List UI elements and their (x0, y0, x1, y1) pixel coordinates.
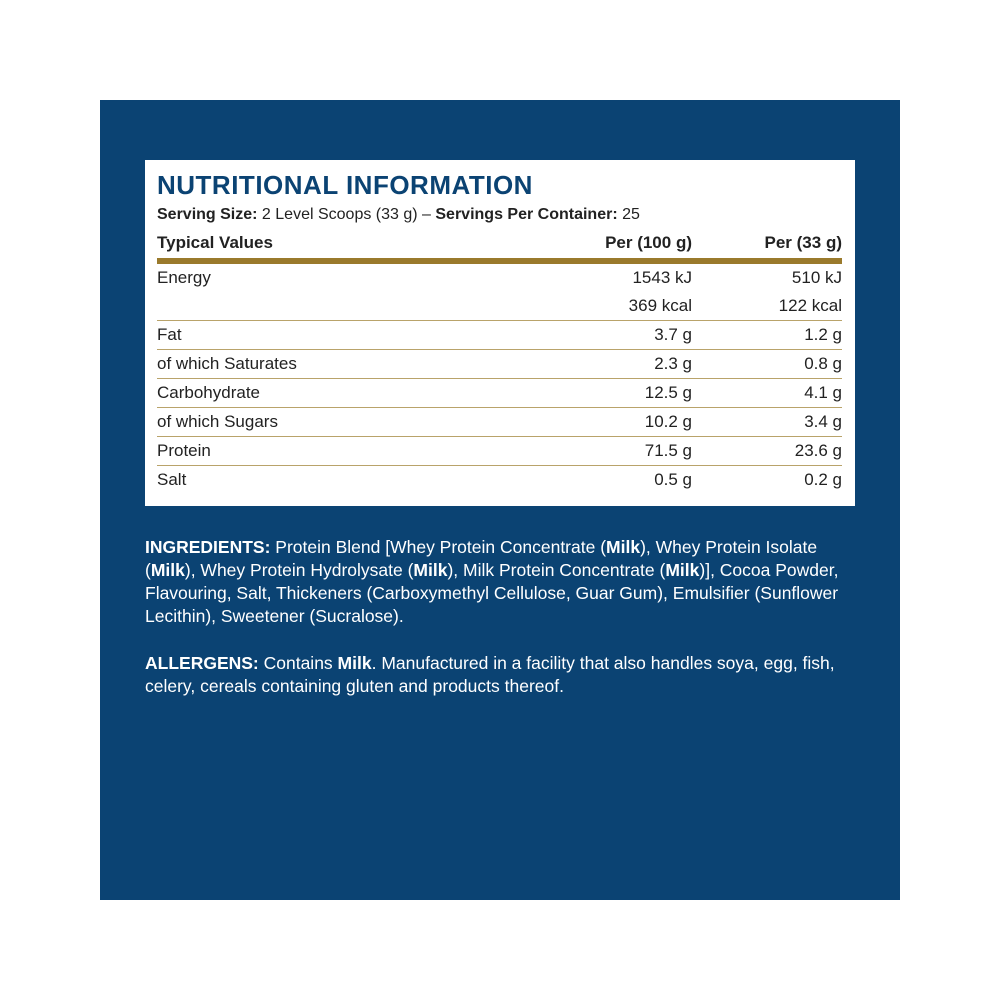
header-typical-values: Typical Values (157, 228, 517, 261)
row-per-serving: 0.2 g (804, 470, 842, 489)
row-per-100g: 2.3 g (517, 350, 692, 379)
row-per-serving: 4.1 g (692, 379, 842, 408)
allergens-label: ALLERGENS: (145, 653, 259, 673)
row-per-serving: 0.8 g (692, 350, 842, 379)
nutrition-card (145, 160, 855, 506)
row-per-serving: 510 kJ (791, 268, 842, 287)
row-per-100g: 369 kcal (517, 292, 692, 321)
table-row (157, 437, 842, 466)
row-label: of which Sugars (157, 408, 517, 437)
row-label: Energy (157, 268, 211, 287)
allergens-part: Contains (258, 653, 338, 673)
ingredients-part: ), Whey Protein Isolate ( (145, 537, 818, 580)
allergen-milk: Milk (413, 560, 448, 580)
table-row (157, 292, 842, 321)
row-per-100g: 71.5 g (517, 437, 692, 466)
ingredients-label: INGREDIENTS: (145, 537, 271, 557)
nutrition-table (157, 228, 842, 494)
header-per-serving: Per (33 g) (692, 228, 842, 261)
ingredients-part: )], Cocoa Powder, Flavouring, Salt, Thickeners (Carboxymethyl Cellulose, Guar Gum), Emulsifier (Sunflower Lecithin), Sweetener (Sucralose). (145, 560, 839, 626)
allergen-milk: Milk (665, 560, 700, 580)
table-row (157, 321, 842, 350)
serving-size-label: Serving Size: (157, 206, 258, 223)
servings-per-container-label: Servings Per Container: (435, 206, 618, 223)
servings-per-container-value: 25 (617, 206, 640, 223)
header-per-100g: Per (100 g) (517, 228, 692, 261)
table-row (157, 466, 842, 495)
allergens-part: . Manufactured in a facility that also handles soya, egg, fish, celery, cereals containing gluten and products thereof. (145, 653, 835, 696)
row-label: Protein (157, 437, 517, 466)
table-row (157, 379, 842, 408)
row-per-serving: 1.2 g (692, 321, 842, 350)
ingredients-part: ), Whey Protein Hydrolysate ( (184, 560, 414, 580)
nutrition-title: NUTRITIONAL INFORMATION (157, 170, 533, 200)
row-per-100g: 1543 kJ (632, 268, 692, 287)
row-per-serving: 122 kcal (692, 292, 842, 321)
table-row (157, 350, 842, 379)
row-per-serving: 3.4 g (692, 408, 842, 437)
serving-info (157, 202, 842, 228)
allergen-milk: Milk (606, 537, 641, 557)
row-label: of which Saturates (157, 350, 517, 379)
allergens-text (145, 652, 865, 698)
row-per-100g: 3.7 g (517, 321, 692, 350)
table-header-row (157, 228, 842, 261)
allergen-milk: Milk (337, 653, 372, 673)
row-label: Salt (157, 470, 187, 489)
table-row (157, 261, 842, 292)
row-label (157, 292, 517, 321)
allergen-milk: Milk (150, 560, 185, 580)
product-info-panel (100, 100, 900, 900)
row-per-100g: 10.2 g (517, 408, 692, 437)
ingredients-part: ), Milk Protein Concentrate ( (447, 560, 666, 580)
row-per-100g: 0.5 g (654, 470, 692, 489)
row-label: Fat (157, 321, 517, 350)
table-row (157, 408, 842, 437)
row-per-serving: 23.6 g (692, 437, 842, 466)
ingredients-part: Protein Blend [Whey Protein Concentrate ( (270, 537, 607, 557)
ingredients-text (145, 536, 865, 628)
row-per-100g: 12.5 g (517, 379, 692, 408)
row-label: Carbohydrate (157, 379, 517, 408)
serving-size-value: 2 Level Scoops (33 g) – (257, 206, 436, 223)
